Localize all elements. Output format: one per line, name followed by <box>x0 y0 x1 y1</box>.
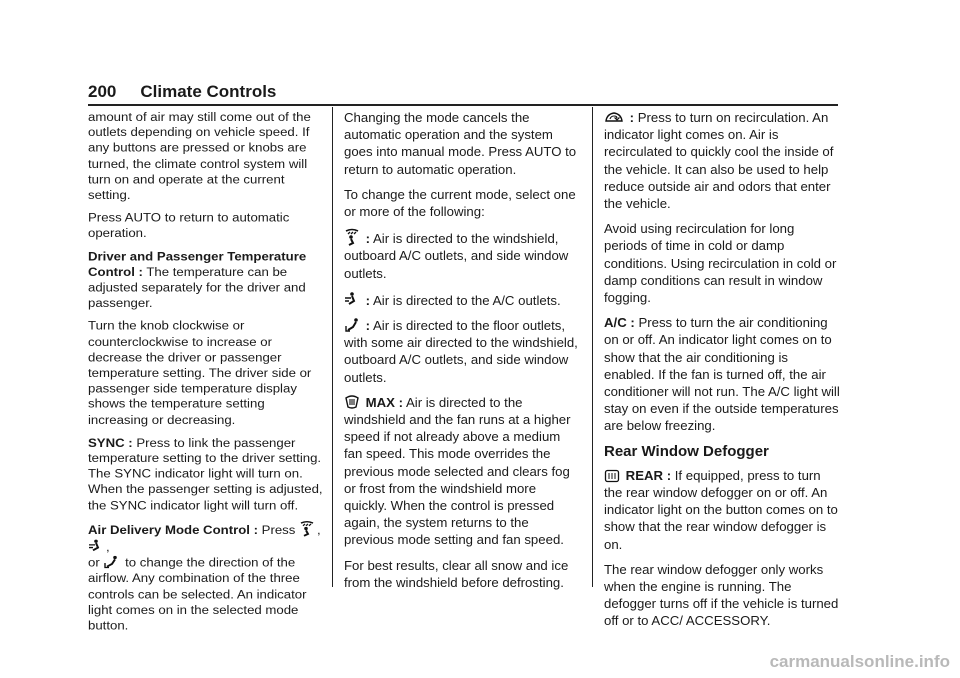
page-header <box>88 82 838 102</box>
defrost-mode-icon <box>344 228 360 246</box>
paragraph: Changing the mode cancels the automatic operation and the system goes into manual mode. Press AUTO to return to automatic operation. <box>344 110 577 177</box>
page-number: 200 <box>88 82 117 101</box>
paragraph: For best results, clear all snow and ice from the windshield before defrosting. <box>344 557 569 590</box>
term-label: A/C : <box>604 315 635 331</box>
paragraph: Air Delivery Mode Control : Press , , or to change the direction of the airflow. Any combination of the three controls can be selected. An indicator light comes on in the selected mode button. <box>88 520 324 633</box>
paragraph: Turn the knob clockwise or counterclockwise to increase or decrease the driver or passenger temperature setting. The driver side or passenger side temperature display shows the temperature setting increasing or decreasing. <box>88 319 312 427</box>
paragraph: MAX : Air is directed to the windshield and the fan runs at a higher speed if not already above a medium fan speed. This mode overrides the previous mode selected and clears fog or frost from the windshield more quickly. When the control is pressed again, the system returns to the previous mode setting and fan speed. <box>344 394 571 548</box>
column-3 <box>604 109 840 638</box>
paragraph: Press AUTO to return to automatic operation. <box>88 210 290 241</box>
floor-mode-icon <box>344 317 360 333</box>
column-1 <box>88 109 324 640</box>
paragraph: : Air is directed to the floor outlets, with some air directed to the windshield, outboard A/C outlets, and side window outlets. <box>344 318 578 385</box>
term-label: Driver and Passenger Temperature Control : <box>88 249 307 279</box>
section-title: Climate Controls <box>140 82 277 101</box>
header-rule <box>88 104 838 106</box>
paragraph: The rear window defogger only works when the engine is running. The defogger turns off if the vehicle is turned off or to ACC/ ACCESSORY. <box>604 561 839 629</box>
paragraph: Driver and Passenger Temperature Control : The temperature can be adjusted separately for the driver and passenger. <box>88 249 307 310</box>
floor-mode-icon <box>103 555 119 570</box>
max-defrost-icon <box>344 394 360 410</box>
vent-mode-icon <box>344 290 360 308</box>
section-heading: Rear Window Defogger <box>604 442 769 460</box>
paragraph: : Air is directed to the A/C outlets. <box>344 290 580 309</box>
column-2 <box>344 109 580 599</box>
rear-defogger-icon <box>604 469 620 483</box>
paragraph: To change the current mode, select one or more of the following: <box>344 186 576 220</box>
column-divider-1 <box>332 107 333 587</box>
paragraph: : Press to turn on recirculation. An indicator light comes on. Air is recirculated to quickly cool the inside of the vehicle. It can also be used to help reduce outside air and odors that enter the vehicle. <box>604 110 834 212</box>
paragraph: A/C : Press to turn the air conditioning on or off. An indicator light comes on to show that the air conditioning is enabled. If the fan is turned off, the air conditioner will not run. The A/C light will stay on even if the outside temperatures are below freezing. <box>604 315 840 434</box>
term-label: Air Delivery Mode Control : <box>88 522 258 537</box>
watermark: carmanualsonline.info <box>769 652 950 671</box>
paragraph: REAR : If equipped, press to turn the rear window defogger on or off. An indicator light on the button comes on to show that the rear window defogger is on. <box>604 467 838 552</box>
paragraph: SYNC : Press to link the passenger temperature setting to the driver setting. The SYNC indicator light will turn on. When the passenger setting is adjusted, the SYNC indicator light will turn off. <box>88 435 323 512</box>
column-divider-2 <box>592 107 593 587</box>
recirculation-icon <box>604 111 624 125</box>
paragraph: : Air is directed to the windshield, outboard A/C outlets, and side window outlets. <box>344 228 580 282</box>
defrost-mode-icon <box>299 520 315 536</box>
term-label: SYNC : <box>88 435 133 450</box>
paragraph: Avoid using recirculation for long periods of time in cold or damp conditions. Using recirculation in cold or damp conditions can result in window fogging. <box>604 221 837 306</box>
vent-mode-icon <box>88 538 104 554</box>
paragraph: amount of air may still come out of the outlets depending on vehicle speed. If any buttons are pressed or knobs are turned, the climate control system will turn on and operate at the current setting. <box>88 109 311 202</box>
